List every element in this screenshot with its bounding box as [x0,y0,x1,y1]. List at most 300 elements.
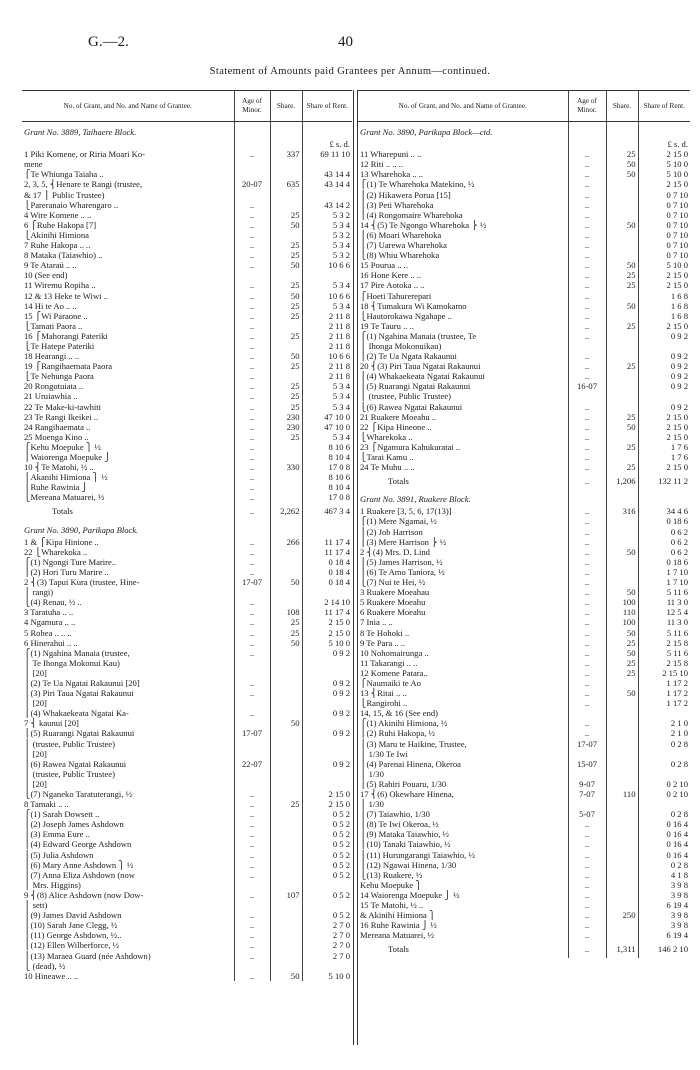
share-cell [270,567,302,577]
rent-cell: 2 15 0 [638,179,690,189]
table-row [22,850,352,860]
share-cell [270,829,302,839]
grantee-cell: 7 ⎨ kaunui [20] [24,718,79,729]
share-cell [270,648,302,658]
age-cell: 7-07 [568,789,606,799]
grantee-cell: 2, 3, 5, ⎨Henare te Rangi (trustee, [24,179,143,190]
age-cell: .. [234,301,270,311]
age-cell: .. [234,870,270,880]
age-cell: .. [568,442,606,452]
table-row [358,739,690,749]
table-row [22,250,352,260]
age-cell: .. [568,422,606,432]
age-cell: 17-07 [234,728,270,738]
grantee-cell: ⎧(1) Ngahina Manaia (trustee, Te [360,330,477,341]
table-row [22,452,352,462]
share-cell: 250 [606,910,638,920]
block-heading-row [358,489,690,506]
table-row [22,839,352,849]
share-cell [270,809,302,819]
grantee-cell: ⎪(4) Rongomaire Wharehoka [360,209,463,220]
age-cell: .. [234,910,270,920]
rent-cell: 2 15 0 [638,321,690,331]
share-cell [606,577,638,587]
share-cell: 50 [606,587,638,597]
share-cell: 25 [270,331,302,341]
table-row [22,749,352,759]
table-row [358,749,690,759]
age-cell: .. [568,351,606,361]
rent-cell: 0 2 8 [638,809,690,819]
share-cell: 1,206 [606,472,638,489]
rent-cell: 0 9 2 [638,402,690,412]
age-cell: .. [234,482,270,492]
rent-cell: 0 6 2 [638,537,690,547]
rent-cell: 5 11 6 [638,648,690,658]
table-row [358,718,690,728]
rent-cell: 5 10 0 [638,260,690,270]
age-cell [234,779,270,789]
age-cell: .. [568,200,606,210]
left-header-row [22,91,352,122]
age-cell [568,391,606,401]
table-row [22,482,352,492]
age-cell [568,749,606,759]
rent-cell: 8 10 6 [302,442,352,452]
age-cell: .. [568,230,606,240]
age-cell: .. [568,678,606,688]
share-cell [606,930,638,940]
rent-cell [302,739,352,749]
share-cell: 107 [270,890,302,900]
table-row [22,759,352,769]
age-cell: .. [234,799,270,809]
share-cell [270,900,302,910]
grantee-cell: ⎧(1) Akinihi Himiona, ½ [360,718,448,729]
age-cell: .. [568,648,606,658]
grantee-cell: ⎩Mereana Matuarei, ½ [24,492,105,503]
table-row [358,422,690,432]
share-cell: 25 [270,210,302,220]
table-row [22,139,352,149]
grantee-cell: 9 ⎨(8) Alice Ashdown (now Dow- [24,889,144,900]
rent-cell: 2 1 0 [638,728,690,738]
table-row [22,220,352,230]
share-cell: 230 [270,422,302,432]
age-cell: .. [568,240,606,250]
share-cell [270,698,302,708]
grantee-cell: 19 ⎧Rangihaemata Paora [24,361,113,372]
age-cell: 16-07 [568,381,606,391]
table-row [358,597,690,607]
grantee-cell: ⎪Waiorenga Moepuke ⎭ [24,452,111,462]
rent-cell: 2 7 0 [302,930,352,940]
rent-cell: 2 15 0 [638,412,690,422]
share-cell: 25 [606,280,638,290]
table-row [22,870,352,880]
grantee-cell: ⎧(1) Sarah Dowsett .. [24,809,100,820]
grantee-cell: ⎪(5) James Harrison, ½ [360,556,443,567]
share-cell [270,930,302,940]
rent-cell: £ s. d. [638,139,690,149]
grantee-cell: Totals [388,944,409,955]
grantee-cell: 14 Hi te Ao .. .. [24,300,77,311]
rent-cell: 2 15 0 [302,617,352,627]
rent-cell: 47 10 0 [302,422,352,432]
grantee-cell: ⎪ rangi) [24,587,54,598]
right-table [358,90,690,958]
share-cell: 266 [270,537,302,547]
share-cell: 25 [270,799,302,809]
age-cell [234,159,270,169]
table-row [22,462,352,472]
table-row [358,210,690,220]
share-cell [606,920,638,930]
grantee-cell: ⎩Te Hatepe Pateriki [24,340,95,351]
share-cell [606,567,638,577]
rent-cell: 3 9 8 [638,890,690,900]
age-cell: 9-07 [568,779,606,789]
age-cell: .. [568,577,606,587]
table-row [22,718,352,728]
grantee-cell: 22 ⎩Wharekoka .. [24,546,88,557]
age-cell: .. [568,250,606,260]
table-row [22,607,352,617]
rent-cell: 43 14 4 [302,169,352,179]
age-cell: .. [568,688,606,698]
age-cell: .. [234,819,270,829]
age-cell: .. [234,638,270,648]
share-cell: 50 [270,291,302,301]
age-cell: .. [234,321,270,331]
table-row [22,402,352,412]
grantee-cell: 15 Te Matohi, ½ .. [360,900,424,911]
rent-cell: 2 15 0 [638,422,690,432]
table-row [22,351,352,361]
grantee-cell: ⎪(5) Ruarangi Ngatai Rakaunui [360,381,471,392]
table-row [358,829,690,839]
age-cell: .. [568,402,606,412]
table-row [358,527,690,537]
rent-cell: 6 19 4 [638,900,690,910]
age-cell [568,341,606,351]
rent-cell [638,749,690,759]
page-title: Statement of Amounts paid Grantees per Annum—continued. [209,66,491,77]
table-row [22,557,352,567]
age-cell: .. [234,311,270,321]
share-cell: 337 [270,149,302,159]
share-cell [606,749,638,759]
age-cell: .. [568,506,606,516]
table-row [22,422,352,432]
grantee-cell: 10 (See end) [24,270,68,281]
table-row [358,169,690,179]
grantee-cell: ⎩(4) Renau, ½ .. [24,597,82,608]
empty-cell [270,520,302,537]
rent-cell: 0 7 10 [638,220,690,230]
table-row [22,240,352,250]
table-row [358,759,690,769]
grantee-cell: 21 Ruakere Moeahu .. [360,411,437,422]
rent-cell: 0 9 2 [302,648,352,658]
grantee-cell: ⎩Rangirohi .. [360,698,408,709]
table-row [22,179,352,189]
rent-cell [302,769,352,779]
rent-cell: 2 15 8 [638,638,690,648]
share-cell: 25 [270,391,302,401]
table-row [22,628,352,638]
rent-cell: 0 9 2 [638,351,690,361]
share-cell [270,472,302,482]
share-cell [270,850,302,860]
right-header-row [358,91,690,122]
share-cell [270,321,302,331]
rent-cell: 0 5 2 [302,860,352,870]
share-cell [606,799,638,809]
share-cell: 25 [270,311,302,321]
age-cell: .. [568,452,606,462]
grantee-cell [358,139,568,149]
rent-cell: 0 5 2 [302,870,352,880]
age-cell: .. [234,442,270,452]
table-row [22,587,352,597]
grantee-cell: ⎪(2) Te Ua Ngata Rakaunui [360,351,457,362]
table-row [22,149,352,159]
rent-cell: 8 10 4 [302,452,352,462]
rent-cell: 467 3 4 [302,502,352,519]
grantee-cell: ⎩Hautorokawa Ngahape .. [360,310,452,321]
rent-cell: 5 3 2 [302,210,352,220]
rent-cell: 11 3 0 [638,617,690,627]
age-cell: 17-07 [234,577,270,587]
age-cell: 5-07 [568,809,606,819]
age-cell: .. [568,850,606,860]
rent-cell: 2 14 10 [302,597,352,607]
empty-cell [568,489,606,506]
share-cell [270,341,302,351]
share-cell: 50 [270,577,302,587]
empty-cell [234,122,270,140]
table-row [358,577,690,587]
grantee-cell: 4 Ngamura .. .. [24,617,76,628]
rent-cell: 0 7 10 [638,190,690,200]
rent-cell: 0 5 2 [302,819,352,829]
age-cell: .. [568,829,606,839]
rent-cell: 11 3 0 [638,597,690,607]
grantee-cell: ⎩(6) Rawea Ngatai Rakaunui [360,401,463,412]
age-cell: .. [568,819,606,829]
age-cell: .. [568,210,606,220]
table-row [358,920,690,930]
rent-cell: 2 15 0 [638,280,690,290]
share-cell: 110 [606,607,638,617]
table-row [22,341,352,351]
table-row [22,270,352,280]
rent-cell: 0 7 10 [638,250,690,260]
rent-cell: 17 0 8 [302,462,352,472]
grantee-cell: ⎪ Mrs. Higgins) [24,879,81,890]
share-cell [606,870,638,880]
block-heading: Grant No. 3890, Parikapa Block. [24,524,139,535]
grantee-cell: ⎪ 1/30 [360,799,384,810]
table-row [358,698,690,708]
empty-cell [302,122,352,140]
grantee-cell: 7 Inia .. .. [360,617,393,628]
age-cell: .. [568,301,606,311]
grantee-cell: 12 Riti .. .. .. [360,159,403,170]
table-row [22,688,352,698]
share-cell [270,492,302,502]
age-cell: .. [568,472,606,489]
share-cell: 50 [606,422,638,432]
grantee-cell: ⎪(3) Emma Eure .. [24,829,90,840]
age-cell: .. [234,920,270,930]
grantee-cell: ⎧Te Whiunga Taiaha .. [24,169,104,180]
rent-cell: 10 6 6 [302,260,352,270]
grantee-cell: ⎪(6) Rawea Ngatai Rakaunui [24,758,127,769]
grantee-cell: ⎧(1) Ngahina Manaia (trustee, [24,647,130,658]
table-row [358,910,690,920]
table-row [358,688,690,698]
table-row [22,442,352,452]
rent-cell: 0 18 4 [302,557,352,567]
rent-cell: 43 14 2 [302,200,352,210]
rent-cell: 2 7 0 [302,940,352,950]
grantee-cell: ⎪(5) Ruarangi Ngatai Rakaunui [24,728,135,739]
rent-cell: 2 15 0 [302,799,352,809]
empty-cell [234,520,270,537]
col-header-rent: Share of Rent. [638,91,690,122]
table-row [22,799,352,809]
age-cell: .. [234,291,270,301]
table-row [358,819,690,829]
age-cell: .. [234,839,270,849]
age-cell: .. [234,951,270,961]
grantee-cell: ⎩Akinihi Himiona [24,229,89,240]
age-cell [568,139,606,149]
share-cell: 25 [606,412,638,422]
rent-cell: 5 3 4 [302,391,352,401]
rent-cell: 0 9 2 [302,688,352,698]
age-cell: .. [234,361,270,371]
table-row [358,860,690,870]
table-row [22,930,352,940]
table-row [358,789,690,799]
share-cell [606,839,638,849]
age-cell: .. [234,260,270,270]
age-cell: 22-07 [234,759,270,769]
age-cell: .. [568,412,606,422]
table-row [22,809,352,819]
grantee-cell: 16 Ruhe Rawinia ⎭ ½ [360,920,437,931]
table-row [358,190,690,200]
age-cell: .. [568,280,606,290]
table-row [22,708,352,718]
grantee-cell: ⎩Wharekoka .. [360,431,413,442]
grantee-cell: ⎪(10) Tanaki Taiawhio, ½ [360,839,451,850]
rent-cell: 2 11 8 [302,361,352,371]
share-cell [270,789,302,799]
share-cell: 100 [606,597,638,607]
rent-cell [302,270,352,280]
age-cell: .. [234,557,270,567]
table-row [358,230,690,240]
table-row [358,149,690,159]
share-cell [606,850,638,860]
grantee-cell: Kehu Moepuke ⎫ [360,879,422,890]
grantee-cell: ⎩(7) Nui te Hei, ½ [360,577,426,588]
age-cell: .. [568,149,606,159]
table-row [358,301,690,311]
table-row [358,402,690,412]
share-cell [270,668,302,678]
age-cell: .. [568,698,606,708]
age-cell: .. [234,240,270,250]
share-cell [606,819,638,829]
age-cell: .. [234,220,270,230]
block-heading-row [358,122,690,140]
rent-cell: 1 7 6 [638,452,690,462]
rent-cell: 11 17 4 [302,537,352,547]
age-cell [234,587,270,597]
table-row [22,668,352,678]
age-cell [234,658,270,668]
share-cell: 25 [606,638,638,648]
share-cell [606,516,638,526]
grantee-cell: ⎪(4) Whakaekeata Ngatai Ka- [24,708,129,719]
table-row [22,381,352,391]
share-cell [270,951,302,961]
grantee-cell: ⎪(6) Moari Wharehoka [360,229,442,240]
rent-cell: 5 10 0 [638,169,690,179]
share-cell [606,860,638,870]
rent-cell: 2 7 0 [302,951,352,961]
table-row [358,331,690,341]
rent-cell [302,880,352,890]
table-row [358,462,690,472]
rent-cell: 0 6 2 [638,547,690,557]
share-cell: 50 [606,688,638,698]
rent-cell: 0 9 2 [638,331,690,341]
age-cell [234,190,270,200]
grantee-cell: ⎧(1) Ngongi Ture Marire.. [24,556,117,567]
rent-cell: 0 9 2 [302,728,352,738]
grantee-cell: 23 ⎧Ngamura Kahukuratai .. [360,441,461,452]
rent-cell: 0 5 2 [302,829,352,839]
age-cell: .. [234,860,270,870]
age-cell: .. [568,190,606,200]
rent-cell: 0 2 8 [638,860,690,870]
age-cell: .. [568,260,606,270]
grantee-cell: 14, 15, & 16 (See end) [360,708,439,719]
rent-cell: 5 3 4 [302,240,352,250]
rent-cell: 0 2 8 [638,739,690,749]
share-cell [270,860,302,870]
grantee-cell: 22 ⎧Kipa Hineone .. [360,421,432,432]
rent-cell [302,587,352,597]
share-cell [270,910,302,920]
left-table [22,90,352,981]
table-row [358,537,690,547]
grantee-cell: Totals [388,476,409,487]
grantee-cell: ⎪(7) Anna Eliza Ashdown (now [24,869,135,880]
age-cell: .. [234,391,270,401]
share-cell: 25 [270,381,302,391]
share-cell: 50 [270,351,302,361]
grantee-cell: ⎪(11) Hurungarangi Taiawhio, ½ [360,849,475,860]
table-row [22,728,352,738]
table-row [22,159,352,169]
